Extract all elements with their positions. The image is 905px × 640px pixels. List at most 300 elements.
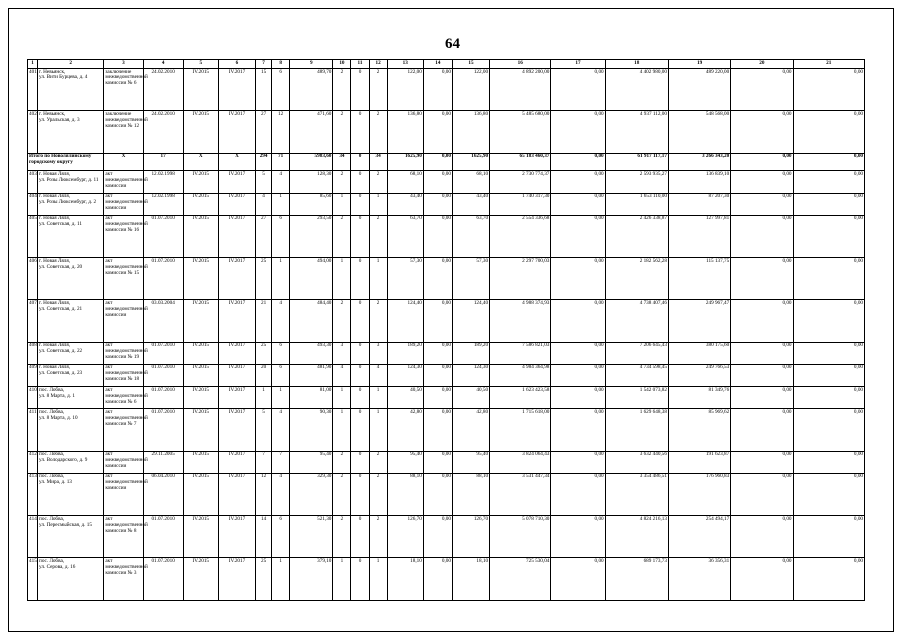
table-cell: Итого по Новолялинскому городскому округу — [28, 153, 104, 171]
table-cell: 294 — [256, 153, 272, 171]
table-cell: 1 629 648,38 — [605, 409, 668, 451]
table-cell: 489 220,00 — [668, 69, 730, 111]
table-cell: 405 — [28, 215, 38, 257]
table-cell: 0,00 — [551, 111, 605, 153]
table-cell: 122,00 — [387, 69, 423, 111]
table-cell: IV.2017 — [218, 558, 255, 601]
table-cell: 0 — [351, 364, 369, 386]
table-cell: 0,00 — [551, 409, 605, 451]
table-cell: 0,00 — [731, 69, 793, 111]
table-cell: 95,40 — [290, 451, 333, 473]
table-cell: акт межведомственной комиссии № 3 — [104, 558, 143, 601]
table-cell: IV.2015 — [183, 473, 218, 515]
table-cell: 0,00 — [731, 193, 793, 215]
table-cell: 4 892 200,00 — [490, 69, 551, 111]
table-cell: 689 173,73 — [605, 558, 668, 601]
table-cell: 0,00 — [423, 69, 452, 111]
table-cell: 29.11.2005 — [143, 451, 183, 473]
table-cell: 0,00 — [793, 300, 864, 342]
table-cell: IV.2015 — [183, 516, 218, 558]
table-cell: 0,00 — [731, 300, 793, 342]
column-header: 7 — [256, 60, 272, 69]
table-cell: 2 554 336,68 — [490, 215, 551, 257]
table-cell: 3 354 486,51 — [605, 473, 668, 515]
table-cell: 115 137,75 — [668, 258, 730, 300]
column-header: 15 — [452, 60, 489, 69]
table-cell: 0,00 — [793, 409, 864, 451]
table-cell: IV.2015 — [183, 193, 218, 215]
table-cell: 15 — [256, 69, 272, 111]
table-row — [28, 516, 865, 558]
table-cell: 1 623 423,58 — [490, 387, 551, 409]
table-cell: 6 — [272, 215, 290, 257]
table-cell: 36 356,31 — [668, 558, 730, 601]
table-cell: 0 — [351, 409, 369, 451]
table-cell: 40,50 — [452, 387, 489, 409]
table-cell: 0,00 — [423, 342, 452, 364]
table-cell: 0,00 — [731, 153, 793, 171]
table-cell: 2 — [333, 111, 351, 153]
table-cell: 4 — [272, 409, 290, 451]
table-cell: 85 969,62 — [668, 409, 730, 451]
table-cell: IV.2017 — [218, 342, 255, 364]
table-cell: 124,30 — [452, 364, 489, 386]
table-cell: 0,00 — [731, 473, 793, 515]
table-cell: 40,50 — [387, 387, 423, 409]
table-cell: заключение межведомственной комиссии № 12 — [104, 111, 143, 153]
table-cell: IV.2017 — [218, 516, 255, 558]
table-cell: 2 — [333, 473, 351, 515]
table-cell: 0,00 — [551, 387, 605, 409]
table-cell: IV.2015 — [183, 300, 218, 342]
table-cell: 0 — [351, 193, 369, 215]
table-cell: 17 — [143, 153, 183, 171]
table-cell: IV.2017 — [218, 473, 255, 515]
table-cell: 85,60 — [290, 193, 333, 215]
table-cell: IV.2015 — [183, 558, 218, 601]
table-cell: 03.03.2004 — [143, 300, 183, 342]
table-cell: X — [183, 153, 218, 171]
table-cell: 413 — [28, 473, 38, 515]
table-cell: IV.2015 — [183, 111, 218, 153]
table-cell: г. Новая Ляля, ул. Советская, д. 23 — [38, 364, 104, 386]
table-cell: X — [218, 153, 255, 171]
table-cell: 2 — [333, 215, 351, 257]
table-cell: 65 183 460,37 — [490, 153, 551, 171]
table-cell: 3 — [333, 342, 351, 364]
table-cell: 0,00 — [731, 171, 793, 193]
table-cell: 2 — [369, 171, 387, 193]
table-cell: 4 — [369, 364, 387, 386]
table-cell: 0,00 — [551, 451, 605, 473]
table-cell: 0,00 — [423, 409, 452, 451]
table-cell: 7 586 821,03 — [490, 342, 551, 364]
table-cell: 2 — [369, 300, 387, 342]
table-cell: 0,00 — [423, 193, 452, 215]
table-cell: 20 — [256, 364, 272, 386]
table-cell: 409 — [28, 364, 38, 386]
table-cell: 0,00 — [793, 516, 864, 558]
table-cell: 136 839,10 — [668, 171, 730, 193]
table-cell: г. Новая Ляля, ул. Розы Люксембург, д. 11 — [38, 171, 104, 193]
table-cell: 06.04.2010 — [143, 473, 183, 515]
table-cell: 01.07.2010 — [143, 409, 183, 451]
column-header: 14 — [423, 60, 452, 69]
column-header: 9 — [290, 60, 333, 69]
table-cell: акт межведомственной комиссии № 8 — [104, 516, 143, 558]
table-cell: 71 — [272, 153, 290, 171]
table-cell: г. Новая Ляля, ул. Розы Люксембург, д. 2 — [38, 193, 104, 215]
table-cell: 402 — [28, 111, 38, 153]
table-cell: 2 — [369, 451, 387, 473]
table-cell: 0 — [351, 69, 369, 111]
table-cell: 412 — [28, 451, 38, 473]
table-row — [28, 193, 865, 215]
table-cell: 548 568,00 — [668, 111, 730, 153]
table-cell: 1 — [333, 193, 351, 215]
table-cell: 0,00 — [551, 516, 605, 558]
table-cell: 2 — [333, 300, 351, 342]
table-cell: 2 182 562,28 — [605, 258, 668, 300]
table-cell: 0,00 — [423, 111, 452, 153]
table-cell: акт межведомственной комиссии — [104, 193, 143, 215]
table-cell: 14 — [256, 516, 272, 558]
table-cell: 4 984 364,98 — [490, 364, 551, 386]
table-cell: IV.2015 — [183, 171, 218, 193]
table-cell: заключение межведомственной комиссии № 6 — [104, 69, 143, 111]
table-cell: 0,00 — [551, 258, 605, 300]
table-cell: 1 — [369, 387, 387, 409]
table-cell: акт межведомственной комиссии № 7 — [104, 409, 143, 451]
column-header: 21 — [793, 60, 864, 69]
table-cell: 01.07.2010 — [143, 342, 183, 364]
table-cell: 1 653 110,00 — [605, 193, 668, 215]
table-cell: 0,00 — [793, 111, 864, 153]
column-header: 1 — [28, 60, 38, 69]
table-cell: 7 206 645,43 — [605, 342, 668, 364]
table-cell: 293,50 — [290, 215, 333, 257]
table-cell: 7 — [256, 451, 272, 473]
table-cell: 127 997,81 — [668, 215, 730, 257]
table-cell: 21 — [256, 300, 272, 342]
table-cell: 01.07.2010 — [143, 516, 183, 558]
table-cell: 1 — [272, 258, 290, 300]
table-cell: пос. Лобва, ул. Пересмыйская, д. 15 — [38, 516, 104, 558]
table-cell: IV.2017 — [218, 300, 255, 342]
column-header: 2 — [38, 60, 104, 69]
table-cell: 0,00 — [793, 473, 864, 515]
housing-registry-table — [27, 59, 865, 601]
table-cell: 6 — [272, 364, 290, 386]
table-cell: 0,00 — [793, 364, 864, 386]
table-cell: 0,00 — [551, 171, 605, 193]
table-cell: 43,40 — [452, 193, 489, 215]
table-cell: 4 — [333, 364, 351, 386]
table-cell: IV.2017 — [218, 171, 255, 193]
table-cell: 0,00 — [551, 193, 605, 215]
table-cell: 3 — [369, 342, 387, 364]
table-cell: 1 — [256, 387, 272, 409]
table-cell: 95,40 — [387, 451, 423, 473]
table-cell: IV.2015 — [183, 69, 218, 111]
table-cell: IV.2015 — [183, 409, 218, 451]
table-cell: 0,00 — [731, 409, 793, 451]
column-header: 11 — [351, 60, 369, 69]
table-cell: 2 — [333, 516, 351, 558]
table-cell: 380 175,60 — [668, 342, 730, 364]
table-cell: 4 402 980,00 — [605, 69, 668, 111]
table-cell: пос. Лобва, ул. Серова, д. 16 — [38, 558, 104, 601]
table-cell: 0 — [351, 171, 369, 193]
table-cell: 87 207,30 — [668, 193, 730, 215]
table-cell: 0,00 — [731, 516, 793, 558]
table-cell: 1 — [333, 409, 351, 451]
table-cell: пос. Лобва, ул. 8 Марта, д. 10 — [38, 409, 104, 451]
table-cell: 4 — [272, 171, 290, 193]
table-cell: 0,00 — [551, 69, 605, 111]
table-cell: 0,00 — [793, 215, 864, 257]
table-cell: 2 — [333, 69, 351, 111]
table-cell: IV.2017 — [218, 258, 255, 300]
table-cell: 411 — [28, 409, 38, 451]
table-cell: 126,70 — [387, 516, 423, 558]
table-cell: 136,80 — [452, 111, 489, 153]
table-cell: 4 988 374,93 — [490, 300, 551, 342]
table-cell: 0,00 — [793, 69, 864, 111]
table-cell: 0 — [351, 473, 369, 515]
table-cell: 0,00 — [731, 364, 793, 386]
table-cell: IV.2015 — [183, 342, 218, 364]
table-cell: 01.07.2010 — [143, 364, 183, 386]
table-cell: 0,00 — [793, 451, 864, 473]
table-cell: 0 — [351, 342, 369, 364]
table-cell: 5 — [256, 171, 272, 193]
table-cell: 329,30 — [290, 473, 333, 515]
column-header: 19 — [668, 60, 730, 69]
table-cell: 1 740 317,30 — [490, 193, 551, 215]
table-cell: 0,00 — [793, 153, 864, 171]
table-cell: 471,60 — [290, 111, 333, 153]
table-cell: г. Невьянск, ул. Уральская, д. 3 — [38, 111, 104, 153]
table-cell: 1 — [333, 258, 351, 300]
table-cell: 481,90 — [290, 364, 333, 386]
table-cell: 95,40 — [452, 451, 489, 473]
table-cell: 521,30 — [290, 516, 333, 558]
table-cell: 0 — [351, 558, 369, 601]
table-cell: 01.07.2010 — [143, 387, 183, 409]
table-row — [28, 300, 865, 342]
table-cell: IV.2015 — [183, 258, 218, 300]
table-cell: акт межведомственной комиссии № 6 — [104, 387, 143, 409]
table-cell: 494,00 — [290, 258, 333, 300]
table-cell: 1 — [272, 558, 290, 601]
column-header: 6 — [218, 60, 255, 69]
table-cell: 0,00 — [793, 558, 864, 601]
table-row — [28, 558, 865, 601]
table-cell: 0,00 — [551, 342, 605, 364]
table-cell: 43,40 — [387, 193, 423, 215]
column-header: 20 — [731, 60, 793, 69]
table-cell: 18,10 — [387, 558, 423, 601]
table-cell: 5 485 680,00 — [490, 111, 551, 153]
table-cell: 0,00 — [731, 258, 793, 300]
table-cell: 4 824 216,13 — [605, 516, 668, 558]
table-cell: 81 349,76 — [668, 387, 730, 409]
table-cell: X — [104, 153, 143, 171]
table-cell: 1 542 073,82 — [605, 387, 668, 409]
table-cell: 18,10 — [452, 558, 489, 601]
table-cell: 0,00 — [423, 171, 452, 193]
column-header: 4 — [143, 60, 183, 69]
table-cell: 63,70 — [452, 215, 489, 257]
table-cell: 0,00 — [551, 364, 605, 386]
table-cell: 0,00 — [793, 171, 864, 193]
table-cell: IV.2015 — [183, 215, 218, 257]
table-cell: 01.07.2010 — [143, 258, 183, 300]
table-cell: 24.02.2010 — [143, 111, 183, 153]
table-cell: 403 — [28, 171, 38, 193]
table-cell: 0,00 — [731, 451, 793, 473]
table-cell: 68,10 — [452, 171, 489, 193]
table-cell: 0,00 — [793, 387, 864, 409]
table-cell: 24.02.2010 — [143, 69, 183, 111]
table-row — [28, 364, 865, 386]
column-number-row — [28, 60, 865, 69]
table-cell: 406 — [28, 258, 38, 300]
table-cell: IV.2017 — [218, 364, 255, 386]
table-cell: IV.2017 — [218, 409, 255, 451]
table-cell: пос. Лобва, ул. 8 Марта, д. 1 — [38, 387, 104, 409]
table-cell: 0,00 — [423, 215, 452, 257]
table-cell: 7 — [272, 451, 290, 473]
table-cell: 0,00 — [793, 258, 864, 300]
table-cell: г. Новая Ляля, ул. Советская, д. 11 — [38, 215, 104, 257]
table-cell: 2 — [369, 215, 387, 257]
column-header: 18 — [605, 60, 668, 69]
table-cell: 0,00 — [793, 342, 864, 364]
table-cell: 1 — [272, 193, 290, 215]
table-cell: 176 960,83 — [668, 473, 730, 515]
table-cell: 88,10 — [452, 473, 489, 515]
page-number: 64 — [445, 36, 460, 52]
table-cell: 0,00 — [423, 153, 452, 171]
table-cell: 4 937 112,00 — [605, 111, 668, 153]
table-cell: 1 715 618,00 — [490, 409, 551, 451]
column-header: 8 — [272, 60, 290, 69]
table-cell: 1 — [333, 558, 351, 601]
table-cell: 407 — [28, 300, 38, 342]
table-cell: 2 — [369, 473, 387, 515]
table-cell: 61 917 117,17 — [605, 153, 668, 171]
table-cell: 489,70 — [290, 69, 333, 111]
table-cell: 0,00 — [423, 300, 452, 342]
table-cell: 25 — [256, 342, 272, 364]
table-cell: 410 — [28, 387, 38, 409]
table-cell: 1 — [333, 387, 351, 409]
table-cell: 0,00 — [731, 387, 793, 409]
table-row — [28, 111, 865, 153]
table-cell: 0,00 — [423, 451, 452, 473]
table-row — [28, 69, 865, 111]
table-cell: 6 — [272, 342, 290, 364]
table-cell: 126,70 — [452, 516, 489, 558]
column-header: 12 — [369, 60, 387, 69]
table-cell: 2 426 338,87 — [605, 215, 668, 257]
column-header: 3 — [104, 60, 143, 69]
table-row — [28, 171, 865, 193]
table-cell: 0,00 — [551, 215, 605, 257]
column-header: 17 — [551, 60, 605, 69]
table-cell: пос. Лобва, ул. Володарского, д. 9 — [38, 451, 104, 473]
table-cell: 249 967,47 — [668, 300, 730, 342]
table-cell: 191 623,87 — [668, 451, 730, 473]
table-cell: акт межведомственной комиссии № 16 — [104, 215, 143, 257]
table-cell: 57,30 — [452, 258, 489, 300]
table-cell: 27 — [256, 215, 272, 257]
table-cell: 1 — [272, 387, 290, 409]
table-cell: 1 — [369, 193, 387, 215]
table-cell: 415 — [28, 558, 38, 601]
table-cell: 81,00 — [290, 387, 333, 409]
table-cell: акт межведомственной комиссии — [104, 171, 143, 193]
table-cell: 2 297 700,03 — [490, 258, 551, 300]
table-cell: акт межведомственной комиссии № 15 — [104, 258, 143, 300]
table-cell: 249 766,53 — [668, 364, 730, 386]
table-cell: 1625,90 — [452, 153, 489, 171]
table-cell: 4 — [256, 193, 272, 215]
table-cell: 122,00 — [452, 69, 489, 111]
total-row — [28, 153, 865, 171]
table-cell: 12.02.1998 — [143, 193, 183, 215]
table-cell: 0,00 — [793, 193, 864, 215]
table-cell: 0,00 — [731, 215, 793, 257]
table-cell: 42,80 — [452, 409, 489, 451]
table-cell: IV.2017 — [218, 451, 255, 473]
table-row — [28, 258, 865, 300]
table-cell: 12.02.1998 — [143, 171, 183, 193]
table-row — [28, 409, 865, 451]
table-cell: IV.2017 — [218, 215, 255, 257]
table-cell: 34 — [333, 153, 351, 171]
table-cell: 5 078 710,30 — [490, 516, 551, 558]
table-cell: 0,00 — [731, 111, 793, 153]
table-cell: 124,40 — [387, 300, 423, 342]
table-cell: 68,10 — [387, 171, 423, 193]
table-cell: 0,00 — [551, 558, 605, 601]
table-cell: 3 531 447,34 — [490, 473, 551, 515]
table-cell: 484,40 — [290, 300, 333, 342]
table-row — [28, 215, 865, 257]
table-cell: 414 — [28, 516, 38, 558]
table-cell: пос. Лобва, ул. Мира, д. 13 — [38, 473, 104, 515]
table-cell: 128,30 — [290, 171, 333, 193]
column-header: 5 — [183, 60, 218, 69]
table-cell: IV.2017 — [218, 69, 255, 111]
table-cell: 4 734 598,45 — [605, 364, 668, 386]
table-cell: 0 — [351, 451, 369, 473]
table-cell: г. Новая Ляля, ул. Советская, д. 20 — [38, 258, 104, 300]
table-cell: 1 — [369, 409, 387, 451]
table-cell: г. Невьянск, ул. Вити Бурцева, д. 4 — [38, 69, 104, 111]
column-header: 10 — [333, 60, 351, 69]
table-row — [28, 473, 865, 515]
table-cell: 0 — [351, 516, 369, 558]
table-cell: IV.2017 — [218, 111, 255, 153]
table-cell: 12 — [272, 111, 290, 153]
table-cell: 3 266 343,20 — [668, 153, 730, 171]
table-cell: 3 824 064,43 — [490, 451, 551, 473]
table-cell: 0,00 — [551, 300, 605, 342]
